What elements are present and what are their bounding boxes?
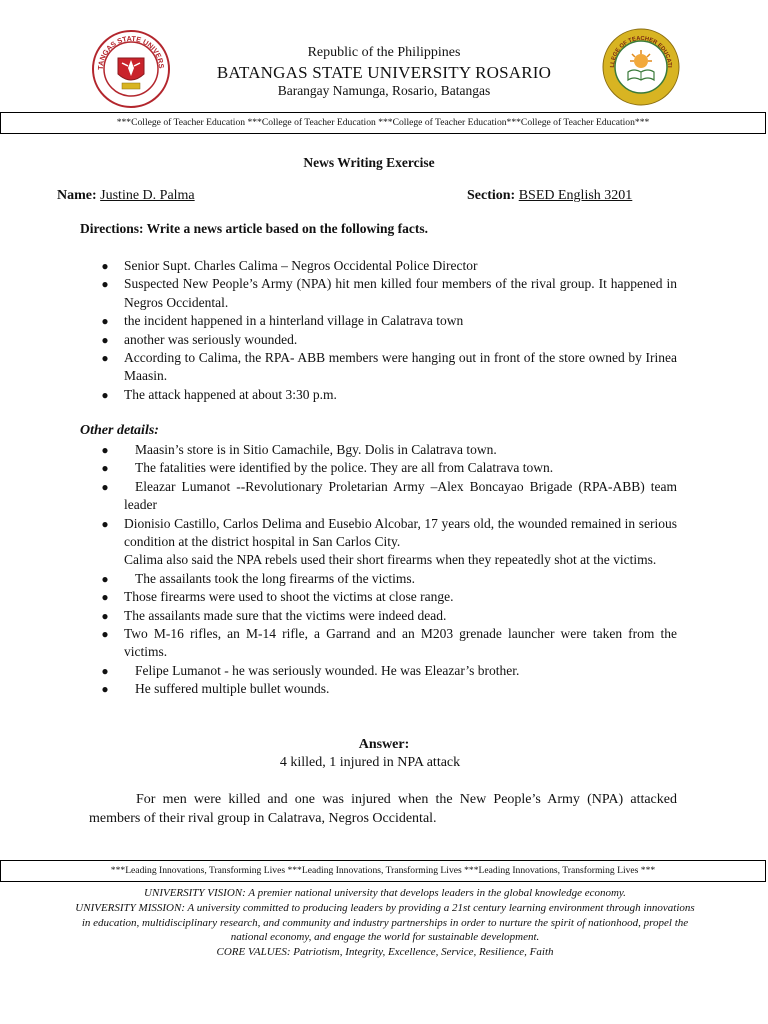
directions: Directions: Write a news article based on the following facts. xyxy=(80,221,428,236)
other-details-list xyxy=(100,441,677,699)
article-lead: For men were killed and one was injured when the New People’s Army (NPA) attacked members of their rival group in Calatrava, Negros Occidental. xyxy=(89,792,677,826)
list-item xyxy=(100,478,677,515)
name-value: Justine D. Palma xyxy=(100,188,195,203)
section-field xyxy=(467,188,632,204)
header-university-name: BATANGAS STATE UNIVERSITY ROSARIO xyxy=(216,63,552,82)
list-item: ● The attack happened at about 3:30 p.m. xyxy=(100,386,677,404)
seal-text: TANGAS STATE UNIVERS xyxy=(95,33,167,71)
list-item xyxy=(100,607,677,625)
bullet-icon: ● xyxy=(101,387,109,402)
core-values: CORE VALUES: Patriotism, Integrity, Excellence, Service, Resilience, Faith xyxy=(216,946,554,959)
footer-statements xyxy=(70,886,700,960)
bullet-icon: ● xyxy=(101,259,109,273)
list-item xyxy=(100,441,677,459)
bullet-icon: ● xyxy=(101,608,109,623)
list-item xyxy=(100,515,677,552)
list-item: ● According to Calima, the RPA- ABB members were hanging out in front of the store owned by Irinea Maasin. xyxy=(101,350,677,384)
bullet-icon: ● xyxy=(101,682,109,697)
list-item xyxy=(100,680,677,698)
bullet-icon: ● xyxy=(101,516,109,531)
list-item xyxy=(100,625,677,662)
bullet-icon: ● xyxy=(101,443,109,457)
header-address: Barangay Namunga, Rosario, Batangas xyxy=(277,83,491,98)
bullet-icon: ● xyxy=(101,351,109,366)
list-item-text: The assailants took the long firearms of the victims. xyxy=(135,570,416,586)
bullet-icon: ● xyxy=(101,590,109,605)
section-label: Section: xyxy=(467,188,516,203)
list-item xyxy=(100,551,677,569)
exercise-title: News Writing Exercise xyxy=(303,155,435,170)
other-details-heading: Other details: xyxy=(80,423,159,438)
university-vision: UNIVERSITY VISION: A premier national university that develops leaders in the global knowledge economy. xyxy=(144,887,626,899)
bottom-banner: ***Leading Innovations, Transforming Lives ***Leading Innovations, Transforming Lives ***Leading Innovations, Transforming Lives *** xyxy=(0,860,766,882)
bullet-icon: ● xyxy=(101,277,109,292)
list-item xyxy=(100,588,677,606)
list-item-text: He suffered multiple bullet wounds. xyxy=(135,681,330,697)
bullet-icon: ● xyxy=(101,461,109,476)
list-item: ● Senior Supt. Charles Calima – Negros Occidental Police Director xyxy=(100,257,677,275)
list-item: ● another was seriously wounded. xyxy=(100,331,677,349)
list-item-text: Felipe Lumanot - he was seriously wounded. He was Eleazar’s brother. xyxy=(135,662,520,678)
facts-list xyxy=(100,257,677,404)
bullet-icon: ● xyxy=(101,571,109,586)
bullet-icon: ● xyxy=(101,479,109,494)
list-item: ● Suspected New People’s Army (NPA) hit men killed four members of the rival group. It happened in Negros Occidental. xyxy=(101,276,677,310)
university-mission: UNIVERSITY MISSION: A university committed to producing leaders by providing a 21st century learning environment through innovations in education, multidisciplinary research, and community and industry partnerships in order to nurture the spirit of nationhood, propel the national economy, and engage the world for sustainable development. xyxy=(75,901,695,944)
bullet-icon: ● xyxy=(101,627,109,642)
list-item xyxy=(100,662,677,680)
list-item-text: The assailants made sure that the victims were indeed dead. xyxy=(124,607,447,623)
list-item-text: Two M-16 rifles, an M-14 rifle, a Garrand and an M203 grenade launcher were taken from the victims. xyxy=(124,626,677,660)
list-item: ● the incident happened in a hinterland village in Calatrava town xyxy=(100,312,677,330)
article-headline: 4 killed, 1 injured in NPA attack xyxy=(279,755,461,770)
name-field xyxy=(57,188,195,204)
header-republic: Republic of the Philippines xyxy=(307,45,461,60)
name-label: Name: xyxy=(57,188,97,203)
list-item xyxy=(100,570,677,588)
list-item-text: Those firearms were used to shoot the victims at close range. xyxy=(124,589,454,605)
list-item-text: Eleazar Lumanot --Revolutionary Proletarian Army –Alex Boncayao Brigade (RPA-ABB) team leader xyxy=(124,478,677,513)
list-item xyxy=(100,459,677,477)
list-item-text: Calima also said the NPA rebels used their short firearms when they repeatedly shot at the victims. xyxy=(124,552,657,568)
bullet-icon: ● xyxy=(101,663,109,678)
list-item-text: The fatalities were identified by the police. They are all from Calatrava town. xyxy=(135,460,554,476)
seal-text: LLEGE OF TEACHER EDUCATI xyxy=(609,35,673,68)
answer-heading: Answer: xyxy=(358,737,410,752)
top-banner: ***College of Teacher Education ***College of Teacher Education ***College of Teacher Education***College of Teacher Education*** xyxy=(0,112,766,134)
bullet-icon: ● xyxy=(101,332,109,347)
bullet-icon: ● xyxy=(101,314,109,329)
list-item-text: Maasin’s store is in Sitio Camachile, Bgy. Dolis in Calatrava town. xyxy=(135,442,497,457)
section-value: BSED English 3201 xyxy=(518,188,633,203)
list-item-text: Dionisio Castillo, Carlos Delima and Eusebio Alcobar, 17 years old, the wounded remained in serious condition at the district hospital in San Carlos City. xyxy=(124,515,677,550)
